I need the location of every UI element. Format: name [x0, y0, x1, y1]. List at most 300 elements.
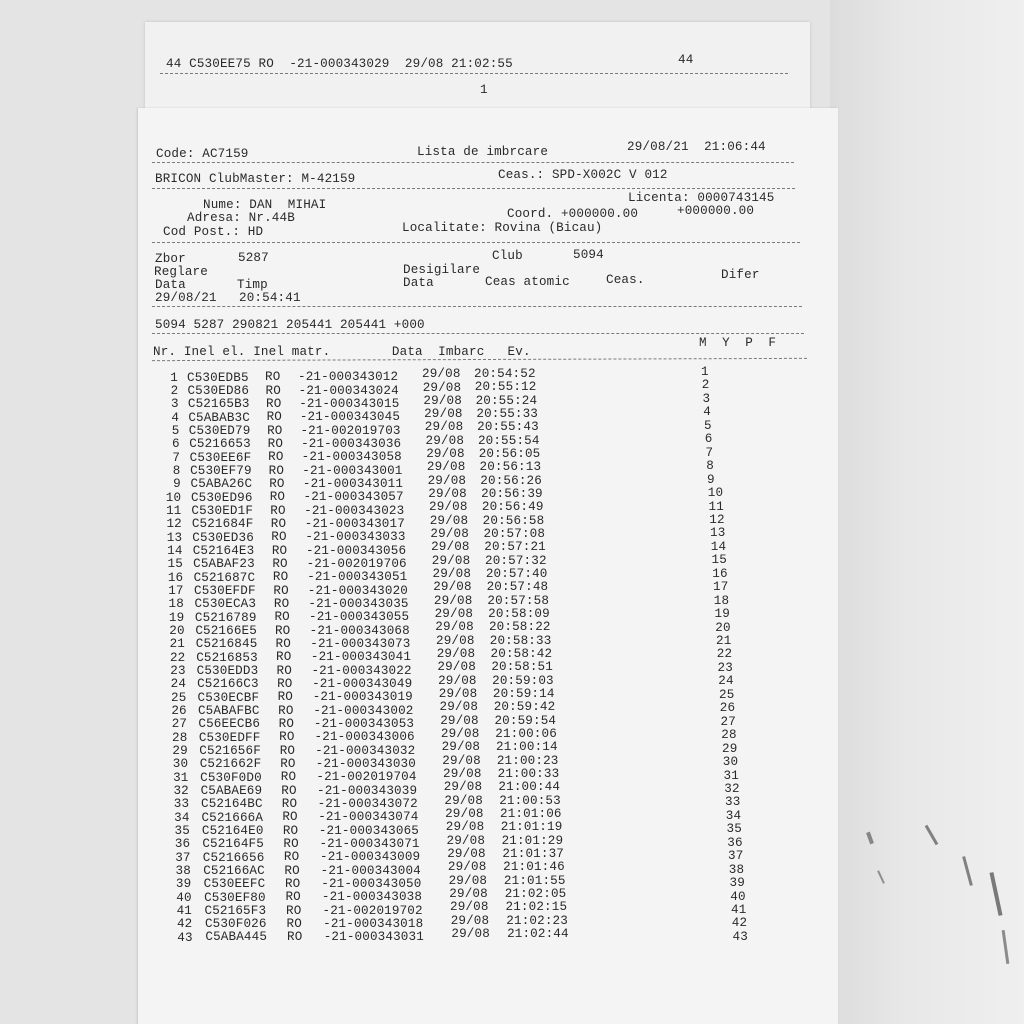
- country-code: RO: [274, 610, 290, 625]
- basket-time: 20:57:58: [487, 593, 550, 608]
- arrival-order: 6: [704, 432, 713, 447]
- basket-time: 21:00:53: [499, 793, 561, 808]
- row-number: 20: [169, 623, 185, 638]
- electronic-ring: C52164F5: [202, 837, 264, 852]
- arrival-order: 21: [716, 634, 732, 648]
- ring-number: -21-000343065: [318, 823, 420, 838]
- electronic-ring: C5ABAE69: [200, 783, 263, 798]
- flight-summary-code: 5094 5287 290821 205441 205441 +000: [155, 318, 425, 332]
- arrival-order: 2: [701, 378, 710, 393]
- basket-time: 20:57:08: [483, 527, 546, 542]
- row-number: 42: [176, 917, 193, 932]
- row-number: 3: [170, 397, 179, 412]
- electronic-ring: C530ED96: [190, 490, 253, 505]
- arrival-order: 40: [730, 889, 746, 904]
- country-code: RO: [271, 543, 288, 558]
- basket-time: 21:00:44: [498, 780, 561, 795]
- owner-coord: Coord. +000000.00: [507, 207, 639, 221]
- basket-time: 21:02:23: [506, 913, 568, 928]
- electronic-ring: C530EF80: [204, 890, 266, 905]
- row-number: 18: [168, 597, 184, 612]
- ring-number: -21-000343012: [298, 370, 399, 385]
- arrival-order: 39: [729, 876, 745, 891]
- ring-number: -21-000343033: [305, 530, 406, 545]
- country-code: RO: [281, 797, 298, 812]
- basket-date: 29/08: [434, 607, 474, 622]
- basket-date: 29/08: [451, 927, 490, 942]
- arrival-order: 42: [731, 916, 748, 931]
- electronic-ring: C530F0D0: [200, 770, 262, 785]
- document-title: Lista de imbrcare: [417, 145, 549, 159]
- ring-number: -21-000343023: [304, 503, 405, 518]
- country-code: RO: [266, 410, 282, 425]
- electronic-ring: C52166E5: [195, 623, 257, 638]
- time-column-label: Timp: [237, 278, 268, 292]
- ring-number: -21-000343071: [319, 836, 420, 851]
- print-datetime: 29/08/21 21:06:44: [627, 140, 766, 154]
- arrival-order: 8: [706, 459, 714, 474]
- ring-number: -21-000343058: [301, 450, 402, 465]
- electronic-ring: C521687C: [193, 570, 256, 585]
- basket-date: 29/08: [438, 687, 478, 702]
- basket-date: 29/08: [429, 500, 468, 515]
- basket-time: 20:57:21: [484, 540, 546, 555]
- basket-time: 20:54:52: [474, 367, 536, 382]
- flight-number: 5287: [238, 251, 269, 265]
- row-number: 7: [172, 450, 181, 465]
- row-number: 26: [171, 703, 187, 718]
- row-number: 25: [170, 690, 187, 705]
- owner-license: Licenta: 0000743145: [628, 191, 775, 205]
- basket-date: 29/08: [449, 887, 488, 902]
- owner-name: Nume: DAN MIHAI: [203, 198, 327, 212]
- basket-time: 20:57:40: [485, 567, 548, 582]
- ring-number: -21-000343053: [313, 716, 415, 731]
- basket-time: 21:01:37: [502, 846, 565, 861]
- arrival-order: 34: [725, 808, 742, 823]
- ring-number: -21-000343045: [299, 410, 401, 425]
- arrival-order: 41: [731, 903, 747, 917]
- basket-time: 21:01:55: [503, 873, 566, 888]
- previous-slip-row-number: 44: [678, 53, 694, 67]
- ring-number: -21-000343049: [312, 677, 413, 691]
- electronic-ring: C52166AC: [203, 863, 265, 878]
- country-code: RO: [278, 717, 295, 732]
- basket-time: 20:56:58: [482, 513, 545, 528]
- arrival-order: 5: [704, 418, 712, 433]
- basket-date: 29/08: [422, 367, 461, 382]
- arrival-order: 4: [703, 405, 711, 420]
- electronic-ring: C530EFDF: [194, 583, 256, 598]
- row-number: 37: [175, 850, 191, 865]
- electronic-ring: C5216845: [195, 637, 258, 652]
- club-number: 5094: [573, 248, 604, 262]
- row-number: 17: [168, 583, 184, 598]
- arrival-order: 36: [727, 835, 743, 850]
- divider: [152, 242, 800, 243]
- country-code: RO: [285, 890, 301, 905]
- row-number: 36: [174, 837, 191, 852]
- country-code: RO: [280, 770, 297, 785]
- row-number: 6: [172, 437, 180, 452]
- row-number: 33: [173, 797, 190, 812]
- basket-date: 29/08: [430, 527, 469, 542]
- electronic-ring: C530ED36: [192, 530, 254, 545]
- electronic-ring: C52164BC: [201, 797, 263, 812]
- electronic-ring: C530EEFC: [203, 877, 266, 892]
- arrival-order: 13: [710, 526, 726, 541]
- unseal-label: Desigilare: [403, 263, 481, 277]
- ring-number: -21-000343072: [317, 796, 418, 811]
- country-code: RO: [283, 837, 299, 852]
- ring-number: -21-000343020: [307, 583, 408, 598]
- row-number: 21: [169, 637, 185, 652]
- basket-date: 29/08: [433, 593, 473, 608]
- basket-time: 20:55:12: [474, 380, 537, 395]
- arrival-order: 11: [708, 499, 724, 514]
- arrival-order: 1: [701, 365, 709, 379]
- country-code: RO: [277, 677, 293, 692]
- flight-label: Zbor: [155, 252, 186, 266]
- row-number: 40: [176, 890, 192, 905]
- ring-number: -21-000343051: [307, 570, 408, 585]
- arrival-order: 7: [705, 445, 714, 460]
- divider: [152, 188, 795, 189]
- country-code: RO: [277, 690, 294, 705]
- electronic-ring: C530EE6F: [189, 450, 252, 465]
- ring-number: -21-000343041: [310, 650, 412, 665]
- basket-date: 29/08: [436, 647, 476, 662]
- electronic-ring: C52165F3: [204, 903, 267, 918]
- row-number: 23: [170, 663, 186, 678]
- basket-time: 20:59:03: [492, 673, 554, 688]
- electronic-ring: C5ABAFBC: [197, 703, 260, 718]
- ring-number: -21-000343015: [299, 397, 400, 412]
- arrival-order: 35: [726, 822, 742, 837]
- country-code: RO: [279, 730, 295, 745]
- row-number: 9: [173, 477, 181, 492]
- club-label: Club: [492, 249, 523, 263]
- page-number: 1: [480, 83, 488, 97]
- ring-number: -21-002019703: [300, 423, 401, 438]
- ring-number: -21-000343038: [321, 890, 423, 905]
- arrival-order: 27: [720, 714, 736, 729]
- basket-date: 29/08: [450, 913, 490, 928]
- owner-address: Adresa: Nr.44B: [187, 211, 295, 225]
- country-code: RO: [268, 450, 284, 465]
- arrival-order: 33: [725, 795, 741, 810]
- basket-time: 20:56:05: [478, 447, 541, 462]
- electronic-ring: C5216653: [189, 437, 251, 452]
- basket-time: 20:58:09: [488, 607, 550, 621]
- row-number: 38: [175, 863, 191, 878]
- basket-time: 21:02:44: [507, 926, 569, 941]
- ring-number: -21-000343018: [323, 916, 424, 931]
- arrival-order: 15: [711, 553, 727, 568]
- electronic-ring: C530ED79: [188, 423, 251, 438]
- row-number: 13: [166, 530, 183, 545]
- ring-number: -21-000343032: [315, 743, 416, 758]
- arrival-order: 24: [718, 674, 734, 689]
- ring-number: -21-000343006: [314, 730, 415, 745]
- country-code: RO: [282, 810, 298, 825]
- ring-number: -21-000343004: [320, 863, 421, 878]
- arrival-order: 22: [716, 647, 733, 662]
- country-code: RO: [268, 463, 285, 478]
- ring-number: -21-000343031: [323, 930, 424, 945]
- ring-number: -21-000343068: [309, 623, 410, 638]
- row-number: 1: [170, 370, 178, 385]
- electronic-ring: C52164E3: [192, 543, 255, 558]
- country-code: RO: [266, 397, 282, 412]
- row-number: 8: [172, 463, 181, 478]
- basket-date: 29/08: [431, 540, 470, 555]
- country-code: RO: [282, 823, 299, 838]
- arrival-order: 43: [732, 929, 748, 944]
- basket-date: 29/08: [433, 580, 472, 595]
- basket-time: 20:55:33: [476, 407, 539, 422]
- country-code: RO: [273, 583, 289, 598]
- arrival-order: 23: [717, 660, 733, 675]
- country-code: RO: [274, 623, 291, 638]
- basket-date: 29/08: [440, 727, 480, 742]
- arrival-order: 29: [722, 741, 738, 756]
- country-code: RO: [269, 477, 285, 492]
- basket-date: 29/08: [443, 767, 482, 782]
- row-number: 22: [169, 650, 186, 665]
- clock-model: Ceas.: SPD-X002C V 012: [498, 168, 668, 182]
- electronic-ring: C5216789: [194, 610, 257, 625]
- ring-number: -21-000343011: [302, 477, 404, 492]
- country-code: RO: [281, 783, 297, 798]
- set-time: 20:54:41: [239, 291, 301, 305]
- set-label: Reglare: [154, 265, 208, 279]
- country-code: RO: [276, 663, 292, 678]
- basket-time: 21:01:46: [503, 860, 565, 875]
- basket-time: 20:55:24: [475, 393, 538, 408]
- arrival-order: 10: [707, 486, 724, 501]
- row-number: 12: [166, 517, 182, 532]
- basket-date: 29/08: [448, 873, 488, 888]
- electronic-ring: C5ABA445: [205, 930, 268, 945]
- electronic-ring: C52166C3: [197, 677, 259, 692]
- basket-time: 21:01:29: [501, 833, 564, 848]
- row-number: 19: [168, 610, 185, 625]
- divider: [152, 162, 794, 163]
- basket-date: 29/08: [443, 780, 483, 795]
- ring-number: -21-000343073: [310, 637, 411, 652]
- row-number: 39: [175, 877, 192, 892]
- electronic-ring: C521684F: [191, 517, 254, 532]
- basket-date: 29/08: [426, 447, 465, 462]
- row-number: 29: [172, 743, 188, 758]
- row-number: 43: [177, 930, 193, 945]
- country-code: RO: [284, 877, 301, 892]
- electronic-ring: C530ED86: [187, 383, 250, 398]
- basket-time: 21:01:19: [500, 820, 563, 835]
- country-code: RO: [286, 903, 302, 918]
- basket-time: 20:58:51: [491, 660, 553, 675]
- arrival-order: 25: [719, 687, 735, 702]
- row-number: 10: [165, 490, 182, 505]
- row-number: 2: [170, 383, 179, 398]
- arrival-order: 14: [710, 539, 727, 554]
- basket-time: 21:00:23: [496, 753, 559, 768]
- country-code: RO: [279, 743, 296, 758]
- arrival-order: 9: [707, 472, 715, 487]
- basket-time: 21:01:06: [499, 806, 562, 821]
- basket-date: 29/08: [423, 393, 462, 408]
- electronic-ring: C530EDB5: [187, 370, 249, 385]
- row-number: 27: [171, 717, 188, 732]
- basket-date: 29/08: [442, 753, 481, 768]
- country-code: RO: [269, 490, 286, 505]
- basket-date: 29/08: [445, 807, 484, 822]
- country-code: RO: [267, 437, 284, 452]
- electronic-ring: C5216656: [202, 850, 265, 865]
- basket-date: 29/08: [425, 433, 465, 448]
- row-number: 5: [171, 423, 180, 438]
- electronic-ring: C521662F: [199, 757, 262, 772]
- arrival-order: 20: [715, 620, 731, 635]
- country-code: RO: [278, 703, 294, 718]
- arrival-order: 12: [709, 512, 725, 527]
- basket-date: 29/08: [427, 473, 467, 488]
- basket-time: 20:56:39: [481, 487, 543, 502]
- basket-date: 29/08: [437, 660, 476, 675]
- basket-time: 21:00:33: [497, 766, 560, 781]
- arrival-order: 19: [714, 607, 730, 622]
- country-code: RO: [283, 850, 300, 865]
- ring-number: -21-000343017: [304, 517, 405, 532]
- ring-number: -21-000343002: [313, 703, 414, 718]
- electronic-ring: C530ECA3: [194, 597, 257, 612]
- basket-time: 20:58:22: [488, 620, 551, 635]
- divider: [160, 73, 788, 74]
- arrival-order: 32: [724, 781, 740, 796]
- ring-number: -21-000343055: [309, 610, 410, 625]
- electronic-ring: C52165B3: [187, 397, 250, 412]
- electronic-ring: C56EECB6: [198, 717, 261, 732]
- ring-number: -21-000343036: [301, 437, 402, 452]
- set-date: 29/08/21: [155, 291, 217, 305]
- clock-label: Ceas.: [606, 273, 645, 287]
- country-code: RO: [265, 370, 281, 385]
- electronic-ring: C530ECBF: [197, 690, 260, 705]
- basket-date: 29/08: [440, 713, 479, 728]
- ring-number: -21-000343057: [303, 490, 404, 505]
- basket-date: 29/08: [436, 633, 475, 648]
- electronic-ring: C530EF79: [190, 463, 252, 478]
- unseal-date-label: Data: [403, 276, 434, 290]
- electronic-ring: C5ABA26C: [190, 477, 253, 492]
- basket-date: 29/08: [441, 740, 481, 755]
- divider: [152, 333, 804, 334]
- basket-date: 29/08: [424, 420, 464, 435]
- basket-date: 29/08: [438, 673, 477, 688]
- basket-time: 20:56:13: [479, 460, 542, 475]
- electronic-ring: C521656F: [199, 743, 261, 758]
- ring-number: -21-002019702: [322, 903, 423, 918]
- device-name: BRICON ClubMaster: M-42159: [155, 172, 356, 186]
- background-surface: [830, 0, 1024, 1024]
- basket-date: 29/08: [429, 513, 469, 528]
- country-code: RO: [287, 930, 303, 945]
- row-number: 30: [172, 757, 189, 772]
- electronic-ring: C530ED1F: [191, 503, 254, 518]
- row-number: 14: [167, 543, 183, 558]
- country-code: RO: [272, 570, 289, 585]
- row-number: 31: [173, 770, 189, 785]
- previous-slip-last-row: 44 C530EE75 RO -21-000343029 29/08 21:02:55: [166, 57, 513, 71]
- row-number: 34: [174, 810, 190, 825]
- country-code: RO: [280, 757, 296, 772]
- row-number: 11: [166, 503, 182, 518]
- row-number: 15: [167, 557, 183, 572]
- arrival-order: 37: [728, 849, 744, 864]
- row-number: 4: [171, 410, 180, 425]
- row-number: 32: [173, 783, 189, 798]
- basket-time: 21:02:15: [505, 900, 568, 915]
- owner-postal-code: Cod Post.: HD: [163, 225, 264, 239]
- electronic-ring: C530EDD3: [196, 663, 259, 678]
- basket-date: 29/08: [447, 860, 487, 875]
- basket-date: 29/08: [426, 460, 466, 475]
- owner-locality: Localitate: Rovina (Bicau): [402, 221, 603, 235]
- basket-time: 20:57:48: [486, 580, 549, 595]
- basket-date: 29/08: [450, 900, 489, 915]
- ring-number: -21-000343019: [312, 690, 413, 705]
- basket-date: 29/08: [445, 820, 485, 835]
- basket-time: 20:57:32: [485, 553, 547, 568]
- electronic-ring: C521666A: [201, 810, 264, 825]
- row-number: 28: [172, 730, 188, 745]
- country-code: RO: [286, 917, 302, 931]
- basket-time: 20:55:54: [477, 433, 540, 448]
- date-column-label: Data: [155, 278, 186, 292]
- arrival-order: 16: [712, 566, 728, 581]
- basket-date: 29/08: [428, 487, 467, 502]
- country-code: RO: [272, 557, 288, 572]
- basket-date: 29/08: [435, 620, 474, 635]
- country-code: RO: [270, 517, 287, 532]
- country-code: RO: [265, 383, 281, 398]
- ring-number: -21-000343001: [302, 463, 403, 478]
- basket-date: 29/08: [422, 380, 462, 395]
- table-header-mypf: M Y P F: [699, 336, 777, 350]
- arrival-order: 30: [722, 755, 739, 770]
- country-code: RO: [270, 503, 286, 518]
- ring-number: -21-000343074: [318, 810, 419, 825]
- country-code: RO: [271, 530, 287, 545]
- country-code: RO: [275, 637, 291, 652]
- arrival-order: 3: [702, 391, 711, 406]
- basket-time: 20:56:26: [480, 473, 542, 488]
- electronic-ring: C530F026: [204, 917, 267, 932]
- country-code: RO: [276, 650, 292, 665]
- row-number: 41: [176, 903, 192, 918]
- ring-number: -21-000343039: [316, 783, 418, 798]
- table-header: Nr. Inel el. Inel matr. Data Imbarc Ev.: [153, 345, 531, 359]
- row-number: 16: [167, 570, 184, 585]
- electronic-ring: C5216853: [196, 650, 258, 665]
- basket-time: 21:02:05: [504, 886, 567, 901]
- ring-number: -21-000343009: [320, 850, 421, 865]
- divider: [152, 306, 802, 307]
- basket-date: 29/08: [424, 407, 463, 422]
- country-code: RO: [273, 597, 290, 612]
- electronic-ring: C5ABAB3C: [188, 410, 250, 425]
